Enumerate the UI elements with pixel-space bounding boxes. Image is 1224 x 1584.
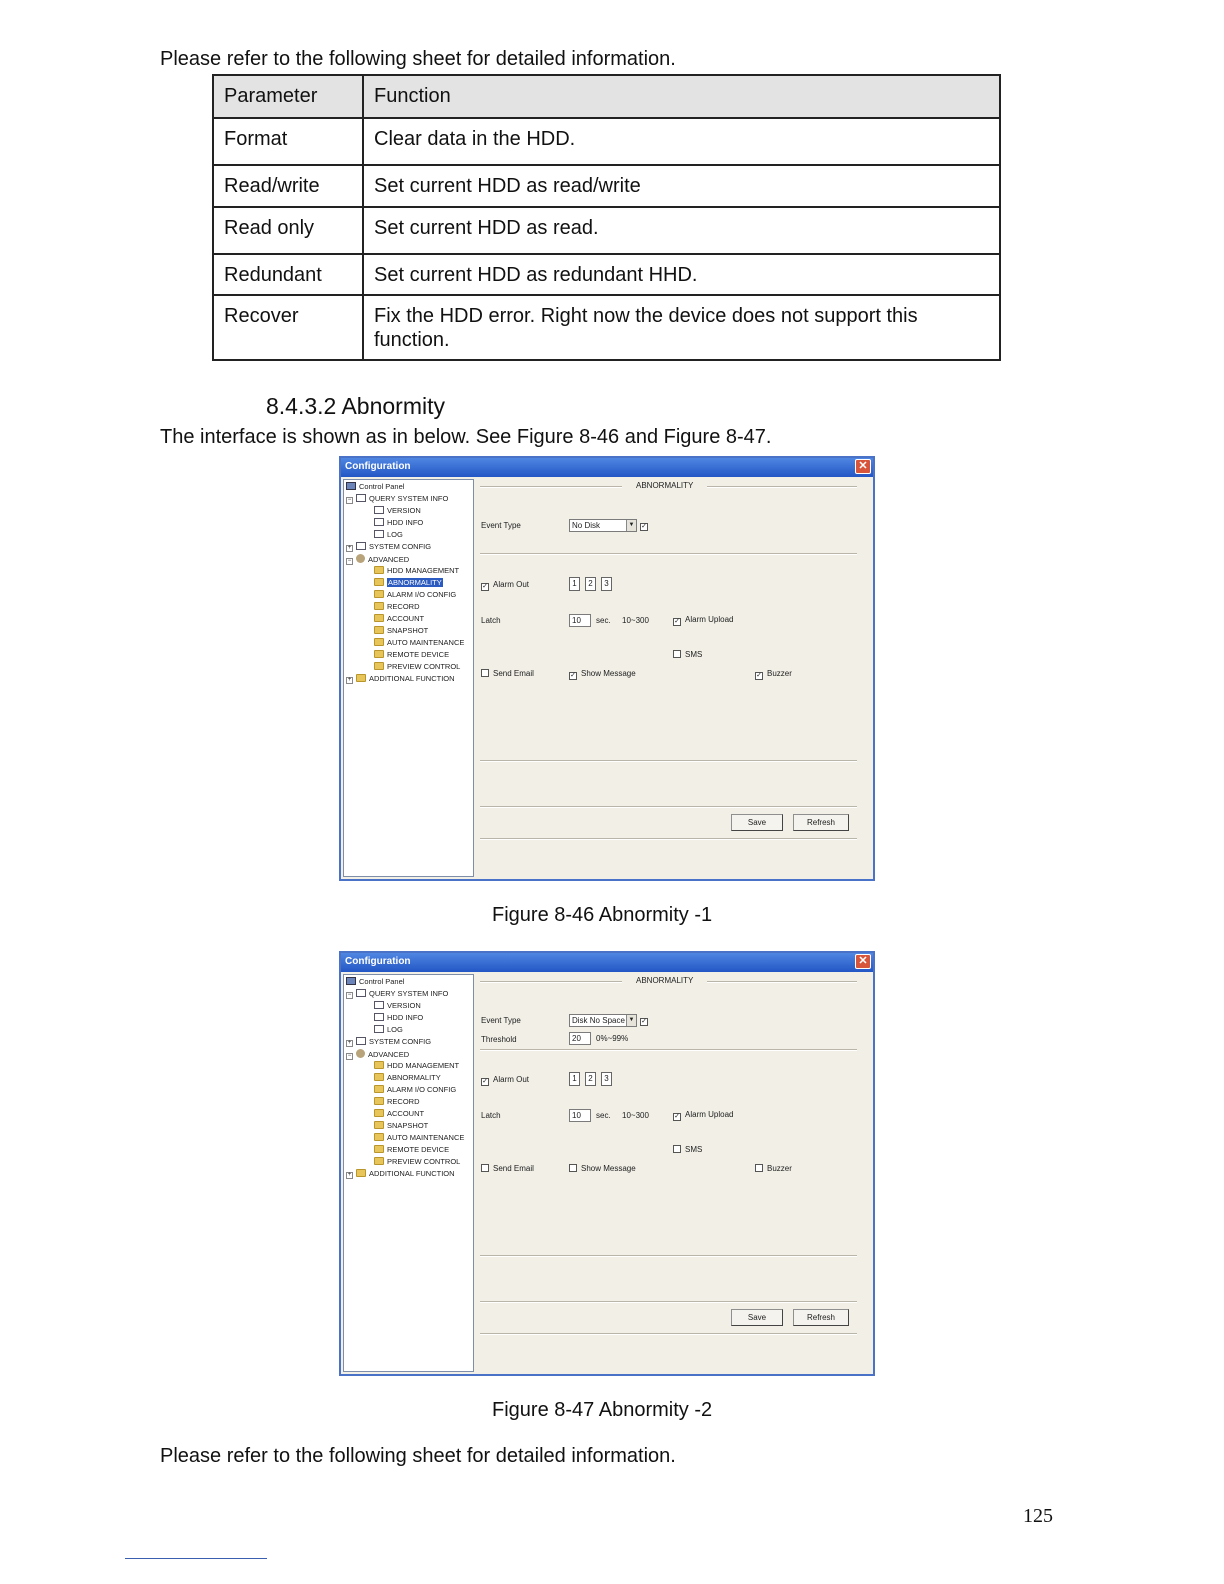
tree-item-account[interactable]: ACCOUNT: [374, 1109, 424, 1119]
intro-paragraph-1: Please refer to the following sheet for detailed information.: [160, 48, 676, 70]
event-type-select[interactable]: No Disk ▼: [569, 519, 637, 532]
intro-paragraph-3: Please refer to the following sheet for detailed information.: [160, 1445, 676, 1467]
show-message-checkbox[interactable]: Show Message: [569, 1164, 636, 1173]
alarm-out-checkbox[interactable]: ✓ Alarm Out: [482, 580, 530, 590]
table-row: [213, 165, 1000, 207]
separator: [480, 1049, 857, 1051]
intro-paragraph-2: The interface is shown as in below. See Figure 8-46 and Figure 8-47.: [160, 426, 772, 448]
tree-item-account[interactable]: ACCOUNT: [374, 614, 424, 624]
collapse-icon[interactable]: −: [347, 558, 352, 564]
latch-unit: sec.: [596, 616, 611, 625]
buzzer-checkbox[interactable]: Buzzer: [755, 1164, 792, 1173]
document-icon: [374, 506, 384, 514]
threshold-input[interactable]: 20: [569, 1032, 591, 1045]
folder-icon: [374, 662, 384, 670]
tree-item-query-system-info[interactable]: − QUERY SYSTEM INFO: [347, 989, 449, 998]
save-button[interactable]: Save: [731, 1309, 783, 1326]
event-type-label: Event Type: [481, 1016, 521, 1025]
tree-item-hdd-management[interactable]: HDD MANAGEMENT: [374, 1061, 459, 1071]
folder-icon: [374, 566, 384, 574]
table-header-row: [213, 75, 1000, 118]
window-title-bar: [341, 953, 873, 972]
control-panel-icon: [346, 482, 356, 490]
chevron-down-icon: ▼: [626, 520, 636, 531]
threshold-range: 0%~99%: [596, 1034, 629, 1043]
tree-item-system-config[interactable]: + SYSTEM CONFIG: [347, 542, 432, 551]
collapse-icon[interactable]: −: [347, 992, 352, 998]
tree-item-version[interactable]: VERSION: [374, 506, 421, 516]
refresh-button[interactable]: Refresh: [793, 814, 849, 831]
expand-icon[interactable]: +: [347, 1040, 352, 1046]
separator: [480, 838, 857, 840]
save-button[interactable]: Save: [731, 814, 783, 831]
folder-icon: [374, 602, 384, 610]
expand-icon[interactable]: +: [347, 545, 352, 551]
table-row: [213, 207, 1000, 254]
tree-item-alarm-io-config[interactable]: ALARM I/O CONFIG: [374, 590, 456, 600]
folder-icon: [374, 578, 384, 586]
folder-icon: [374, 638, 384, 646]
document-icon: [374, 530, 384, 538]
folder-icon: [374, 1121, 384, 1129]
folder-icon: [374, 1061, 384, 1069]
folder-icon: [374, 1133, 384, 1141]
collapse-icon[interactable]: −: [347, 1053, 352, 1059]
latch-range: 10~300: [622, 1111, 649, 1120]
table-row: [213, 118, 1000, 165]
tree-item-additional-function[interactable]: + ADDITIONAL FUNCTION: [347, 1169, 455, 1178]
gear-icon: [356, 1049, 365, 1058]
folder-icon: [374, 626, 384, 634]
tree-item-preview-control[interactable]: PREVIEW CONTROL: [374, 662, 460, 672]
buzzer-checkbox[interactable]: ✓ Buzzer: [756, 669, 792, 679]
separator: [480, 806, 857, 808]
tree-item-record[interactable]: RECORD: [374, 1097, 420, 1107]
window-title: Configuration: [345, 956, 411, 967]
folder-icon: [374, 614, 384, 622]
table-row: [213, 295, 1000, 360]
separator: [480, 1333, 857, 1335]
close-icon[interactable]: ✕: [855, 954, 871, 969]
window-title-bar: [341, 458, 873, 477]
event-type-select[interactable]: Disk No Space ▼: [569, 1014, 637, 1027]
sms-checkbox[interactable]: SMS: [673, 650, 702, 659]
table-cell-function: Set current HDD as redundant HHD.: [363, 254, 1000, 295]
document-icon: [374, 518, 384, 526]
tree-item-log[interactable]: LOG: [374, 530, 403, 540]
parameter-table: [212, 74, 1001, 361]
close-icon[interactable]: ✕: [855, 459, 871, 474]
config-window-2: [339, 951, 875, 1376]
tree-item-abnormality[interactable]: ABNORMALITY: [374, 1073, 441, 1083]
folder-icon: [374, 1097, 384, 1105]
table-cell-parameter: Read/write: [213, 165, 363, 207]
document-icon: [374, 1001, 384, 1009]
event-enable-checkbox[interactable]: ✓: [641, 523, 647, 530]
tree-item-advanced[interactable]: − ADVANCED: [347, 555, 410, 564]
event-enable-checkbox[interactable]: ✓: [641, 1018, 647, 1025]
section-heading: 8.4.3.2 Abnormity: [266, 393, 445, 419]
sms-checkbox[interactable]: SMS: [673, 1145, 702, 1154]
tree-item-hdd-info[interactable]: HDD INFO: [374, 518, 423, 528]
window-title: Configuration: [345, 461, 411, 472]
table-cell-parameter: Redundant: [213, 254, 363, 295]
figure-caption-2: Figure 8-47 Abnormity -2: [492, 1399, 713, 1421]
tree-item-version[interactable]: VERSION: [374, 1001, 421, 1011]
table-cell-function: Set current HDD as read/write: [363, 165, 1000, 207]
tree-item-abnormality[interactable]: ABNORMALITY: [374, 578, 443, 588]
table-cell-parameter: Read only: [213, 207, 363, 254]
tree-item-alarm-io-config[interactable]: ALARM I/O CONFIG: [374, 1085, 456, 1095]
document-icon: [374, 1013, 384, 1021]
navigation-tree: [343, 479, 474, 877]
folder-icon: [374, 1157, 384, 1165]
gear-icon: [356, 554, 365, 563]
config-window-1: [339, 456, 875, 881]
table-row: [213, 254, 1000, 295]
document-icon: [356, 494, 366, 502]
folder-icon: [374, 1073, 384, 1081]
tree-item-auto-maintenance[interactable]: AUTO MAINTENANCE: [374, 1133, 464, 1143]
send-email-checkbox[interactable]: Send Email: [481, 1164, 534, 1173]
threshold-label: Threshold: [481, 1035, 517, 1044]
tree-item-auto-maintenance[interactable]: AUTO MAINTENANCE: [374, 638, 464, 648]
separator: [480, 1255, 857, 1257]
tree-item-log[interactable]: LOG: [374, 1025, 403, 1035]
separator: [480, 486, 622, 488]
folder-icon: [374, 1085, 384, 1093]
panel-title: ABNORMALITY: [636, 481, 694, 490]
tree-item-system-config[interactable]: + SYSTEM CONFIG: [347, 1037, 432, 1046]
expand-icon[interactable]: +: [347, 677, 352, 683]
folder-icon: [356, 1169, 366, 1177]
separator: [707, 486, 857, 488]
send-email-checkbox[interactable]: Send Email: [481, 669, 534, 678]
tree-item-remote-device[interactable]: REMOTE DEVICE: [374, 650, 449, 660]
tree-item-preview-control[interactable]: PREVIEW CONTROL: [374, 1157, 460, 1167]
folder-icon: [374, 1109, 384, 1117]
folder-icon: [374, 590, 384, 598]
panel-title: ABNORMALITY: [636, 976, 694, 985]
latch-unit: sec.: [596, 1111, 611, 1120]
channel-1-button[interactable]: 1: [569, 1072, 580, 1086]
tree-item-snapshot[interactable]: SNAPSHOT: [374, 626, 428, 636]
channel-3-button[interactable]: 3: [601, 577, 612, 591]
alarm-upload-checkbox[interactable]: ✓ Alarm Upload: [674, 1110, 734, 1120]
latch-label: Latch: [481, 616, 501, 625]
document-icon: [356, 989, 366, 997]
page-number: 125: [1023, 1505, 1053, 1527]
alarm-upload-checkbox[interactable]: ✓ Alarm Upload: [674, 615, 734, 625]
table-cell-function: Clear data in the HDD.: [363, 118, 1000, 165]
folder-icon: [374, 1145, 384, 1153]
tree-item-query-system-info[interactable]: − QUERY SYSTEM INFO: [347, 494, 449, 503]
table-cell-parameter: Format: [213, 118, 363, 165]
folder-icon: [374, 650, 384, 658]
tree-item-remote-device[interactable]: REMOTE DEVICE: [374, 1145, 449, 1155]
footnote-separator: [125, 1558, 267, 1559]
table-header-function: Function: [363, 75, 1000, 118]
figure-caption-1: Figure 8-46 Abnormity -1: [492, 904, 713, 926]
tool-icon: [356, 1037, 366, 1045]
refresh-button[interactable]: Refresh: [793, 1309, 849, 1326]
separator: [480, 760, 857, 762]
table-cell-function: Fix the HDD error. Right now the device does not support this function.: [363, 295, 1000, 360]
tree-item-record[interactable]: RECORD: [374, 602, 420, 612]
tree-item-advanced[interactable]: − ADVANCED: [347, 1050, 410, 1059]
separator: [480, 981, 622, 983]
tree-item-snapshot[interactable]: SNAPSHOT: [374, 1121, 428, 1131]
tree-item-hdd-info[interactable]: HDD INFO: [374, 1013, 423, 1023]
navigation-tree: [343, 974, 474, 1372]
separator: [480, 1301, 857, 1303]
channel-1-button[interactable]: 1: [569, 577, 580, 591]
channel-2-button[interactable]: 2: [585, 577, 596, 591]
channel-3-button[interactable]: 3: [601, 1072, 612, 1086]
show-message-checkbox[interactable]: ✓ Show Message: [570, 669, 636, 679]
separator: [480, 553, 857, 555]
folder-icon: [356, 674, 366, 682]
chevron-down-icon: ▼: [626, 1015, 636, 1026]
expand-icon[interactable]: +: [347, 1172, 352, 1178]
tree-item-control-panel[interactable]: Control Panel: [346, 977, 404, 987]
control-panel-icon: [346, 977, 356, 985]
separator: [707, 981, 857, 983]
table-cell-function: Set current HDD as read.: [363, 207, 1000, 254]
tool-icon: [356, 542, 366, 550]
channel-2-button[interactable]: 2: [585, 1072, 596, 1086]
alarm-out-checkbox[interactable]: ✓ Alarm Out: [482, 1075, 530, 1085]
tree-item-additional-function[interactable]: + ADDITIONAL FUNCTION: [347, 674, 455, 683]
table-cell-parameter: Recover: [213, 295, 363, 360]
latch-input[interactable]: 10: [569, 614, 591, 627]
tree-item-control-panel[interactable]: Control Panel: [346, 482, 404, 492]
latch-label: Latch: [481, 1111, 501, 1120]
event-type-label: Event Type: [481, 521, 521, 530]
latch-range: 10~300: [622, 616, 649, 625]
document-icon: [374, 1025, 384, 1033]
tree-item-hdd-management[interactable]: HDD MANAGEMENT: [374, 566, 459, 576]
table-header-parameter: Parameter: [213, 75, 363, 118]
latch-input[interactable]: 10: [569, 1109, 591, 1122]
collapse-icon[interactable]: −: [347, 497, 352, 503]
